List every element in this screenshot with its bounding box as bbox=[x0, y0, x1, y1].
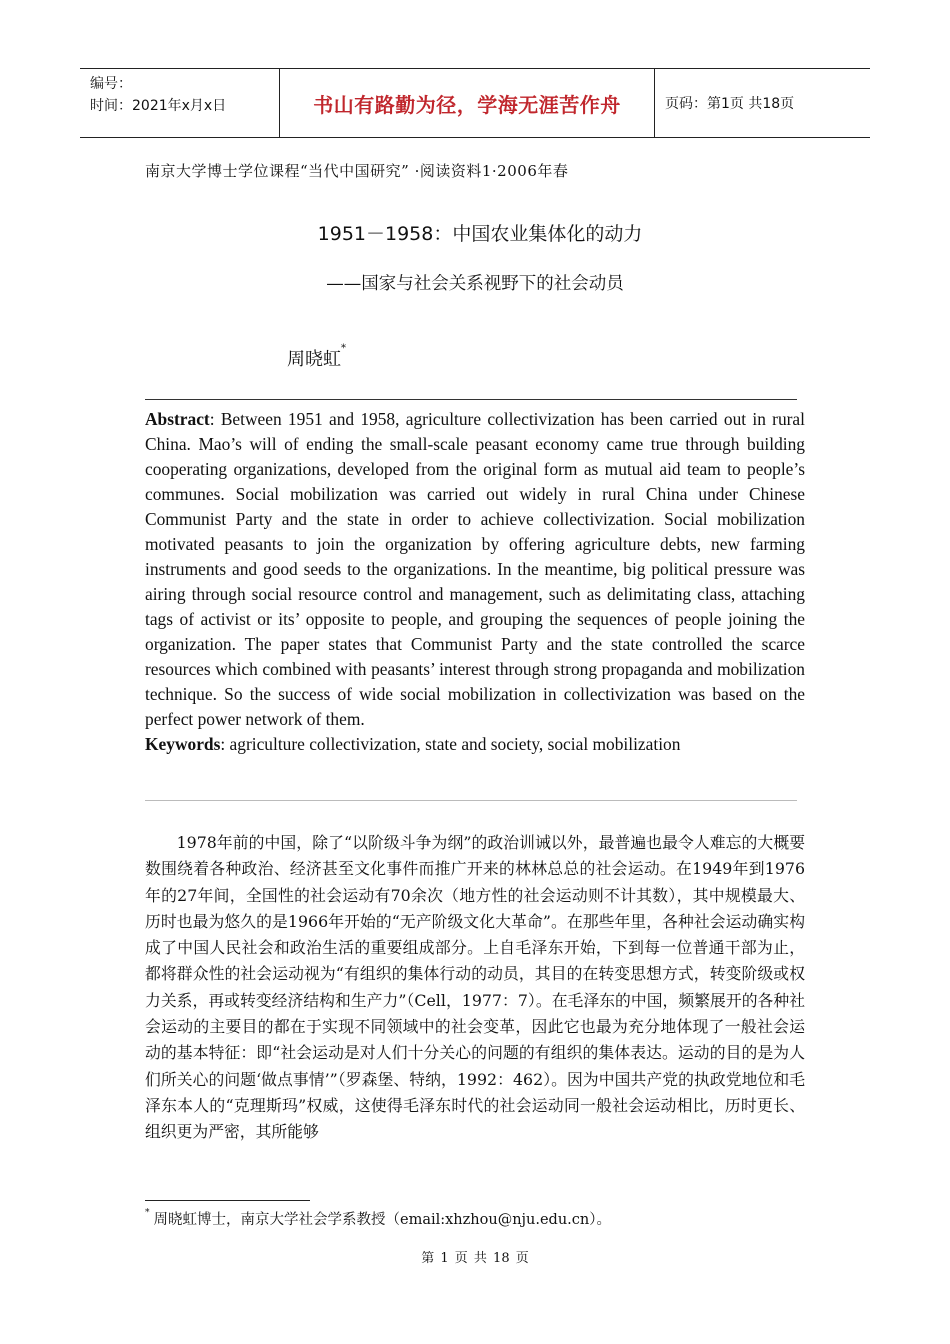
page-subtitle: ——国家与社会关系视野下的社会动员 bbox=[326, 274, 624, 294]
body-text bbox=[145, 830, 805, 1146]
abstract-paragraph bbox=[145, 407, 805, 732]
page-title bbox=[0, 219, 950, 246]
author bbox=[287, 345, 346, 371]
divider-bottom bbox=[145, 800, 797, 801]
date-label: 时间：2021年x月x日 bbox=[90, 98, 227, 114]
keywords-paragraph bbox=[145, 732, 805, 757]
header-meta bbox=[80, 69, 280, 137]
document-header bbox=[80, 68, 870, 138]
divider-top bbox=[145, 399, 797, 400]
body-paragraph: 1978年前的中国，除了“以阶级斗争为纲”的政治训诫以外，最普遍也最令人难忘的大概要数围绕着各种政治、经济甚至文化事件而推广开来的林林总总的社会运动。在1949年到1976年的27年间，全国性的社会运动有70余次（地方性的社会运动则不计其数），其中规模最大、历时也最为悠久的是1966年开始的“无产阶级文化大革命”。在那些年里，各种社会运动确实构成了中国人民社会和政治生活的重要组成部分。上自毛泽东开始，下到每一位普通干部为止，都将群众性的社会运动视为“有组织的集体行动的动员，其目的在转变思想方式，转变阶级或权力关系，再或转变经济结构和生产力”（Cell，1977：7）。在毛泽东的中国，频繁展开的各种社会运动的主要目的都在于实现不同领域中的社会变革，因此它也最为充分地体现了一般社会运动的基本特征：即“社会运动是对人们十分关心的问题的有组织的集体表达。运动的目的是为人们所关心的问题‘做点事情’”（罗森堡、特纳，1992：462）。因为中国共产党的执政党地位和毛泽东本人的“克理斯玛”权威，这使得毛泽东时代的社会运动同一般社会运动相比，历时更长、组织更为严密，其所能够 bbox=[145, 833, 805, 1142]
abstract-section bbox=[145, 407, 805, 757]
footnote-rule bbox=[145, 1200, 310, 1201]
keywords-text: : agriculture collectivization, state and society, social mobilization bbox=[220, 734, 681, 754]
abstract-text: : Between 1951 and 1958, agriculture collectivization has been carried out in rural China. Mao’s will of ending the small-scale peasant economy came true through building cooperating organizations, developed from the original form as mutual aid team to people’s communes. Social mobilization was carried out widely in rural China under Chinese Communist Party and the state in order to achieve collectivization. Social mobilization motivated peasants to join the organization by offering agriculture debts, new farming instruments and good seeds to the organizations. In the meantime, big political pressure was airing through social resource control and management, such as delimitating class, attaching tags of activist or its’ opposite to people, and grouping the sequences of people joining the organization. The paper states that Communist Party and the state controlled the scarce resources which combined with peasants’ interest through strong propaganda and mobilization technique. So the success of wide social mobilization in collectivization was based on the perfect power network of them. bbox=[145, 409, 805, 729]
footnote bbox=[145, 1208, 611, 1229]
abstract-label: Abstract bbox=[145, 409, 210, 429]
header-page-label: 页码：第1页 共18页 bbox=[665, 96, 795, 112]
header-motto: 书山有路勤为径，学海无涯苦作舟 bbox=[280, 69, 655, 137]
author-name: 周晓虹 bbox=[287, 349, 341, 370]
course-line: 南京大学博士学位课程“当代中国研究” ·阅读资料1·2006年春 bbox=[145, 162, 569, 180]
page-title-text: 1951－1958：中国农业集体化的动力 bbox=[317, 223, 643, 245]
footnote-text: 周晓虹博士，南京大学社会学系教授（email:xhzhou@nju.edu.cn）。 bbox=[153, 1212, 611, 1228]
page-footer: 第 1 页 共 18 页 bbox=[421, 1251, 529, 1266]
keywords-label: Keywords bbox=[145, 734, 221, 754]
footnote-mark: * bbox=[145, 1208, 150, 1218]
code-label: 编号： bbox=[90, 76, 132, 92]
author-footnote-mark: * bbox=[341, 343, 346, 354]
